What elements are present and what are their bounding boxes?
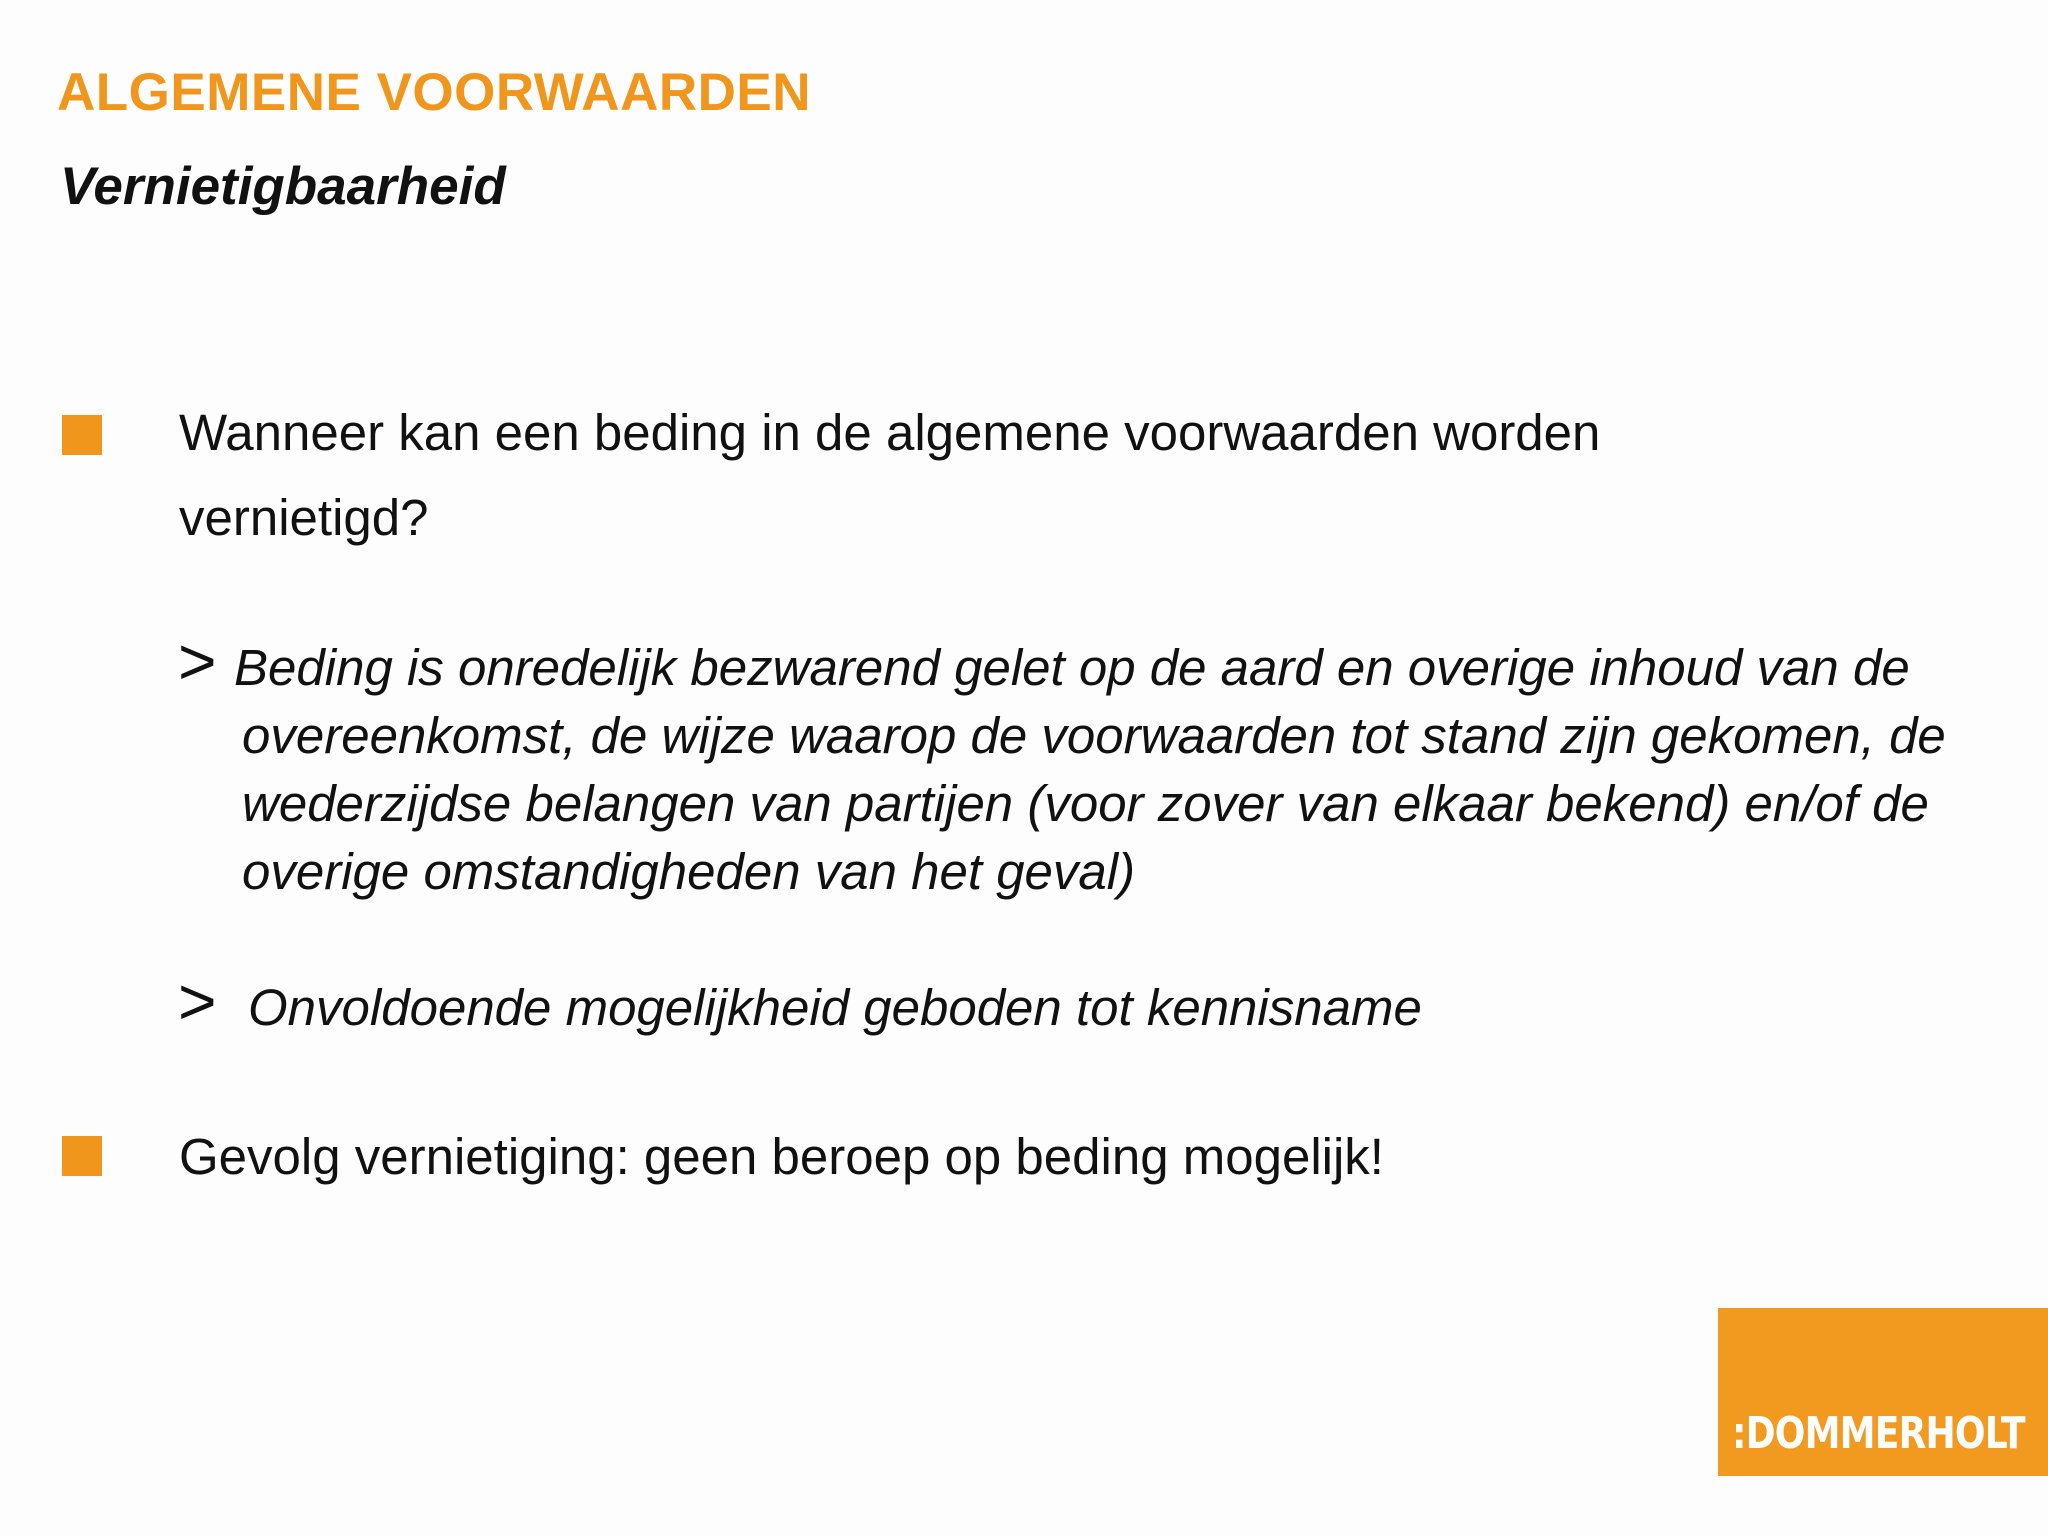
slide-subtitle: Vernietigbaarheid — [60, 157, 506, 216]
bullet-text: Gevolg vernietiging: geen beroep op beding mogelijk! — [179, 1128, 1384, 1185]
arrow-marker-icon: > — [178, 964, 217, 1038]
bullet-text: Wanneer kan een beding in de algemene voorwaarden worden vernietigd? — [179, 404, 1601, 546]
sub-item-text: Onvoldoende mogelijkheid geboden tot kennisname — [248, 979, 1422, 1036]
logo-text: :DOMMERHOLT — [1732, 1408, 2025, 1459]
dommerholt-logo — [1718, 1308, 2048, 1476]
bullet-square-icon — [62, 415, 102, 455]
slide-title: ALGEMENE VOORWAARDEN — [57, 63, 812, 122]
bullet-square-icon — [62, 1136, 102, 1176]
sub-item-text: Beding is onredelijk bezwarend gelet op de aard en overige inhoud van de overeenkomst, de wijze waarop de voorwaarden tot stand zijn gekomen, de wederzijdse belangen van partijen (voor zover van elkaar bekend) en/of de overige omstandigheden van het geval) — [234, 639, 1946, 900]
arrow-marker-icon: > — [178, 624, 217, 698]
